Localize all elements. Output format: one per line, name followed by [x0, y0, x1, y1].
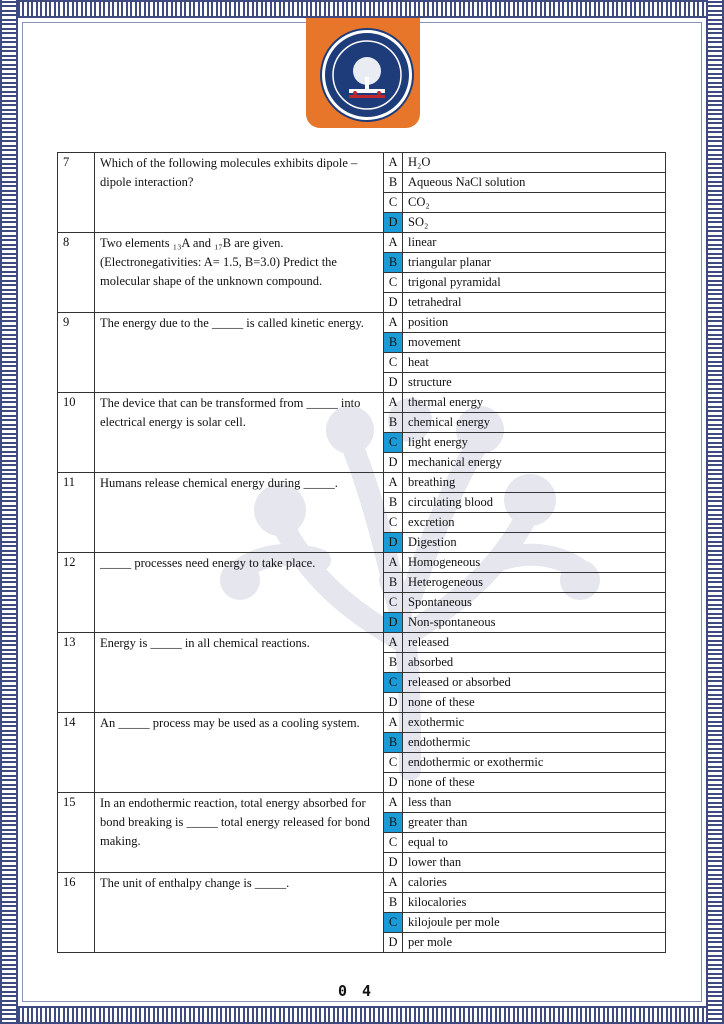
- question-number: 7: [58, 153, 95, 233]
- option-letter: C: [384, 193, 403, 213]
- question-row: [58, 393, 666, 413]
- option-letter: B: [384, 893, 403, 913]
- option-text: Heterogeneous: [403, 573, 666, 593]
- decorative-border-left: [0, 0, 18, 1024]
- question-row: [58, 793, 666, 813]
- question-text: An _____ process may be used as a cooling system.: [95, 713, 384, 793]
- question-number: 12: [58, 553, 95, 633]
- option-letter: A: [384, 633, 403, 653]
- question-text: _____ processes need energy to take place.: [95, 553, 384, 633]
- option-text: less than: [403, 793, 666, 813]
- option-letter: B: [384, 173, 403, 193]
- question-text: In an endothermic reaction, total energy absorbed for bond breaking is _____ total energy released for bond making.: [95, 793, 384, 873]
- question-text: The energy due to the _____ is called kinetic energy.: [95, 313, 384, 393]
- question-text: Which of the following molecules exhibits dipole – dipole interaction?: [95, 153, 384, 233]
- decorative-border-top: [0, 0, 724, 18]
- option-text: Homogeneous: [403, 553, 666, 573]
- option-letter: A: [384, 553, 403, 573]
- option-text: mechanical energy: [403, 453, 666, 473]
- option-text: thermal energy: [403, 393, 666, 413]
- correct-answer-letter: D: [384, 213, 403, 233]
- option-letter: D: [384, 773, 403, 793]
- option-letter: A: [384, 233, 403, 253]
- option-text: movement: [403, 333, 666, 353]
- option-letter: A: [384, 713, 403, 733]
- option-letter: A: [384, 793, 403, 813]
- correct-answer-letter: C: [384, 673, 403, 693]
- option-letter: C: [384, 593, 403, 613]
- option-text: greater than: [403, 813, 666, 833]
- option-text: trigonal pyramidal: [403, 273, 666, 293]
- option-text: kilojoule per mole: [403, 913, 666, 933]
- option-letter: C: [384, 273, 403, 293]
- option-letter: A: [384, 873, 403, 893]
- option-letter: B: [384, 493, 403, 513]
- question-text: Humans release chemical energy during _____.: [95, 473, 384, 553]
- option-text: released: [403, 633, 666, 653]
- option-text: breathing: [403, 473, 666, 493]
- option-text: absorbed: [403, 653, 666, 673]
- option-letter: D: [384, 453, 403, 473]
- correct-answer-letter: C: [384, 433, 403, 453]
- school-logo: [322, 30, 412, 120]
- question-text: Energy is _____ in all chemical reactions.: [95, 633, 384, 713]
- question-row: [58, 473, 666, 493]
- correct-answer-letter: C: [384, 913, 403, 933]
- option-text: endothermic or exothermic: [403, 753, 666, 773]
- question-number: 13: [58, 633, 95, 713]
- option-letter: D: [384, 853, 403, 873]
- correct-answer-letter: B: [384, 813, 403, 833]
- option-text: H₂O: [403, 153, 666, 173]
- option-text: triangular planar: [403, 253, 666, 273]
- correct-answer-letter: B: [384, 733, 403, 753]
- option-text: Non-spontaneous: [403, 613, 666, 633]
- option-text: none of these: [403, 693, 666, 713]
- option-letter: C: [384, 753, 403, 773]
- option-letter: B: [384, 653, 403, 673]
- question-row: [58, 233, 666, 253]
- option-text: structure: [403, 373, 666, 393]
- question-table: [57, 152, 666, 953]
- option-text: tetrahedral: [403, 293, 666, 313]
- option-letter: A: [384, 313, 403, 333]
- question-number: 16: [58, 873, 95, 953]
- option-text: equal to: [403, 833, 666, 853]
- question-row: [58, 713, 666, 733]
- option-letter: C: [384, 833, 403, 853]
- option-letter: A: [384, 473, 403, 493]
- decorative-border-right: [706, 0, 724, 1024]
- correct-answer-letter: D: [384, 533, 403, 553]
- question-row: [58, 553, 666, 573]
- option-letter: D: [384, 373, 403, 393]
- option-letter: C: [384, 513, 403, 533]
- question-number: 9: [58, 313, 95, 393]
- option-text: circulating blood: [403, 493, 666, 513]
- decorative-border-bottom: [0, 1006, 724, 1024]
- option-text: released or absorbed: [403, 673, 666, 693]
- option-text: calories: [403, 873, 666, 893]
- question-text: The device that can be transformed from _____ into electrical energy is solar cell.: [95, 393, 384, 473]
- option-text: Digestion: [403, 533, 666, 553]
- option-text: endothermic: [403, 733, 666, 753]
- option-text: per mole: [403, 933, 666, 953]
- question-text: The unit of enthalpy change is _____.: [95, 873, 384, 953]
- question-row: [58, 873, 666, 893]
- option-text: SO₂: [403, 213, 666, 233]
- question-text: Two elements ₁₃A and ₁₇B are given. (Electronegativities: A= 1.5, B=3.0) Predict the molecular shape of the unknown compound.: [95, 233, 384, 313]
- option-letter: A: [384, 393, 403, 413]
- option-text: heat: [403, 353, 666, 373]
- option-text: linear: [403, 233, 666, 253]
- correct-answer-letter: D: [384, 613, 403, 633]
- question-number: 10: [58, 393, 95, 473]
- option-letter: C: [384, 353, 403, 373]
- question-number: 11: [58, 473, 95, 553]
- option-text: Aqueous NaCl solution: [403, 173, 666, 193]
- correct-answer-letter: B: [384, 333, 403, 353]
- question-row: [58, 153, 666, 173]
- question-number: 14: [58, 713, 95, 793]
- question-row: [58, 313, 666, 333]
- question-row: [58, 633, 666, 653]
- option-letter: D: [384, 933, 403, 953]
- option-text: chemical energy: [403, 413, 666, 433]
- question-number: 15: [58, 793, 95, 873]
- option-text: position: [403, 313, 666, 333]
- option-text: excretion: [403, 513, 666, 533]
- option-text: CO₂: [403, 193, 666, 213]
- option-text: none of these: [403, 773, 666, 793]
- option-letter: D: [384, 693, 403, 713]
- correct-answer-letter: B: [384, 253, 403, 273]
- tree-emblem-icon: [325, 33, 409, 117]
- option-letter: B: [384, 573, 403, 593]
- page-number: 0 4: [338, 982, 375, 1000]
- option-text: kilocalories: [403, 893, 666, 913]
- option-letter: A: [384, 153, 403, 173]
- option-text: Spontaneous: [403, 593, 666, 613]
- option-text: lower than: [403, 853, 666, 873]
- option-letter: B: [384, 413, 403, 433]
- option-letter: D: [384, 293, 403, 313]
- option-text: exothermic: [403, 713, 666, 733]
- question-number: 8: [58, 233, 95, 313]
- option-text: light energy: [403, 433, 666, 453]
